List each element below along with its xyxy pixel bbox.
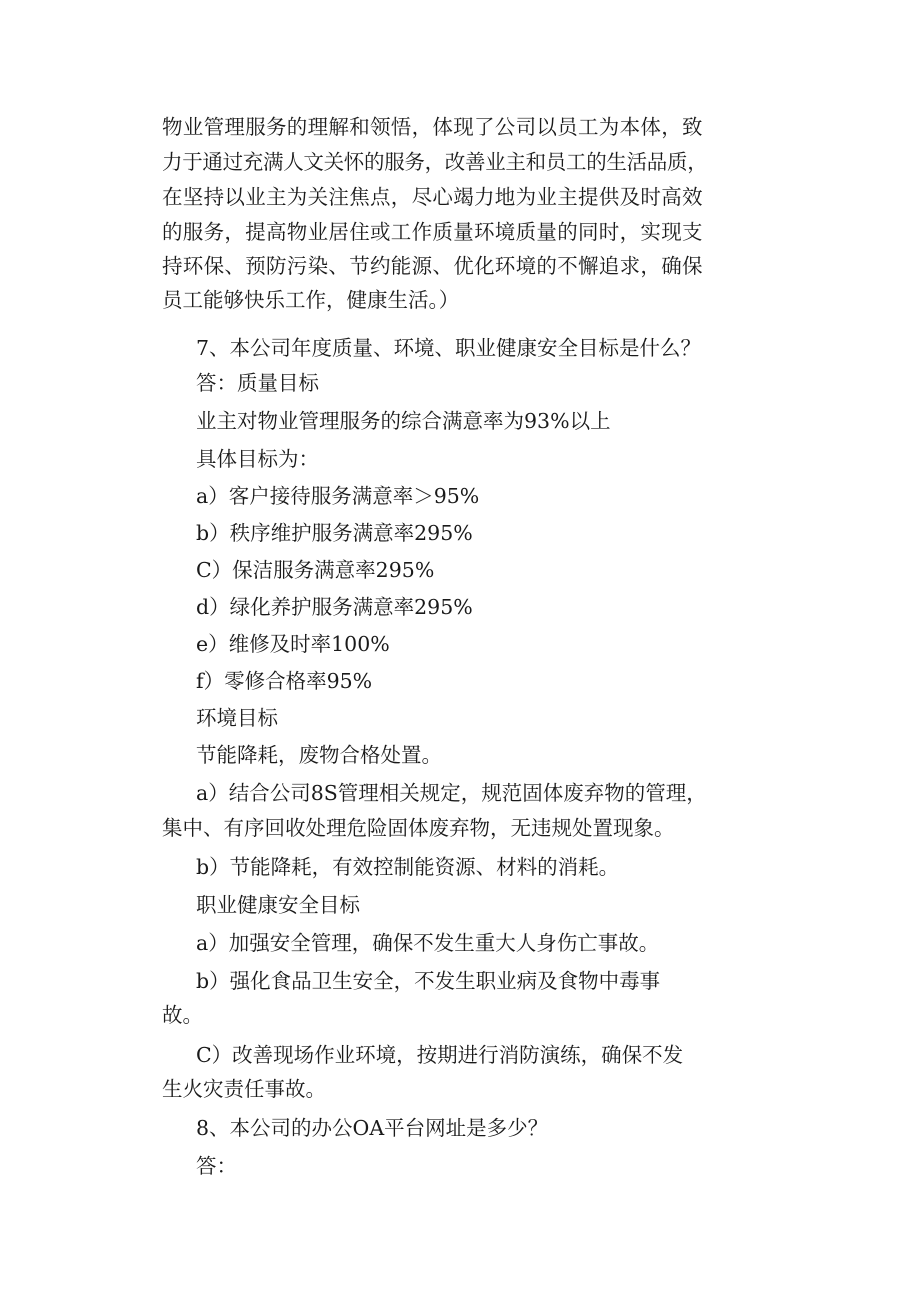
list-item: d）绿化养护服务满意率295% <box>196 595 473 619</box>
paragraph-line: 故。 <box>162 1003 203 1027</box>
list-item: b）强化食品卫生安全，不发生职业病及食物中毒事 <box>196 969 661 993</box>
paragraph-line: 力于通过充满人文关怀的服务，改善业主和员工的生活品质， <box>162 150 708 174</box>
paragraph-line: 物业管理服务的理解和领悟，体现了公司以员工为本体，致 <box>162 115 703 139</box>
list-item: C）改善现场作业环境，按期进行消防演练，确保不发 <box>196 1043 684 1067</box>
list-item: a）加强安全管理，确保不发生重大人身伤亡事故。 <box>196 931 660 955</box>
list-item: f）零修合格率95% <box>196 669 373 693</box>
answer-heading: 答：质量目标 <box>196 371 319 395</box>
paragraph-line: 在坚持以业主为关注焦点，尽心竭力地为业主提供及时高效 <box>162 185 703 209</box>
section-heading: 职业健康安全目标 <box>196 893 360 917</box>
answer-heading: 答： <box>196 1154 237 1178</box>
paragraph-line: 业主对物业管理服务的综合满意率为93%以上 <box>196 409 611 433</box>
paragraph-line: 生火灾责任事故。 <box>162 1077 326 1101</box>
paragraph-line: 持环保、预防污染、节约能源、优化环境的不懈追求，确保 <box>162 254 703 278</box>
paragraph-line: 员工能够快乐工作，健康生活。） <box>162 288 460 312</box>
paragraph-line: 具体目标为： <box>196 447 319 471</box>
question-line: 7、本公司年度质量、环境、职业健康安全目标是什么？ <box>196 336 702 360</box>
question-line: 8、本公司的办公OA平台网址是多少？ <box>196 1116 549 1140</box>
list-item: b）节能降耗，有效控制能资源、材料的消耗。 <box>196 855 620 879</box>
list-item: e）维修及时率100% <box>196 632 390 656</box>
list-item: b）秩序维护服务满意率295% <box>196 521 473 545</box>
paragraph-line: 集中、有序回收处理危险固体废弃物，无违规处置现象。 <box>162 816 675 840</box>
list-item: a）结合公司8S管理相关规定，规范固体废弃物的管理， <box>196 781 707 805</box>
list-item: a）客户接待服务满意率＞95% <box>196 484 480 508</box>
paragraph-line: 的服务，提高物业居住或工作质量环境质量的同时，实现支 <box>162 220 703 244</box>
section-heading: 环境目标 <box>196 706 278 730</box>
list-item: C）保洁服务满意率295% <box>196 558 435 582</box>
paragraph-line: 节能降耗，废物合格处置。 <box>196 743 442 767</box>
